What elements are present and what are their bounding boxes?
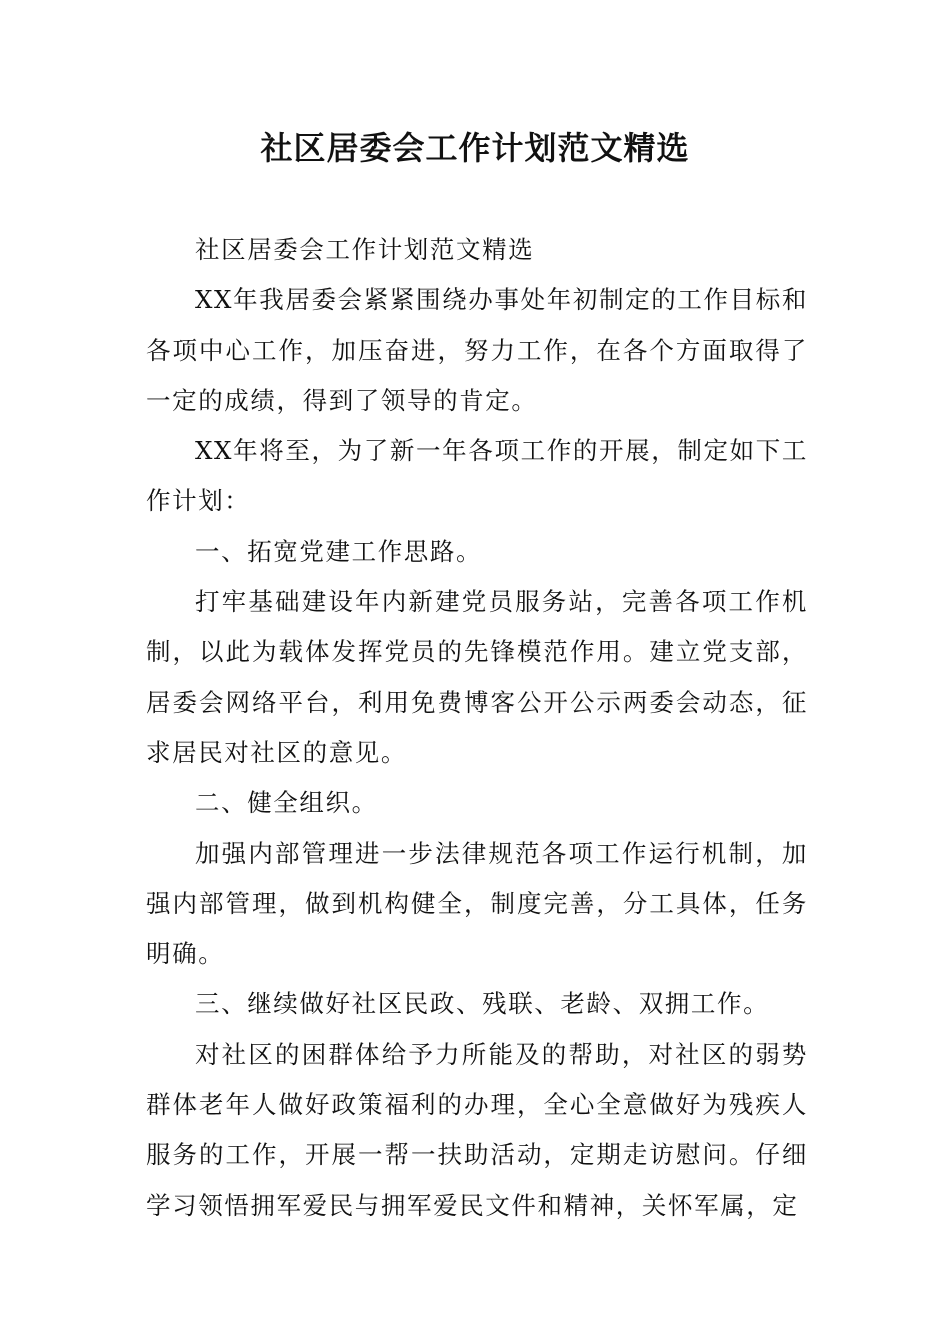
paragraph-plan-intro: XX年将至，为了新一年各项工作的开展，制定如下工作计划： — [146, 436, 808, 516]
document-body — [146, 225, 808, 1231]
paragraph-party: 打牢基础建设年内新建党员服务站，完善各项工作机制，以此为载体发挥党员的先锋模范作用。建立党支部，居委会网络平台，利用免费博客公开公示两委会动态，征求居民对社区的意见。 — [146, 587, 808, 767]
paragraph-subtitle: 社区居委会工作计划范文精选 — [195, 235, 535, 264]
section-heading-organization: 二、健全组织。 — [195, 788, 378, 818]
document-title: 社区居委会工作计划范文精选 — [260, 129, 690, 167]
section-heading-civil-affairs: 三、继续做好社区民政、残联、老龄、双拥工作。 — [195, 989, 770, 1019]
section-heading-party: 一、拓宽党建工作思路。 — [195, 536, 483, 566]
paragraph-intro: XX年我居委会紧紧围绕办事处年初制定的工作目标和各项中心工作，加压奋进，努力工作，在各个方面取得了一定的成绩，得到了领导的肯定。 — [146, 285, 808, 415]
paragraph-civil-affairs: 对社区的困群体给予力所能及的帮助，对社区的弱势群体老年人做好政策福利的办理，全心全意做好为残疾人服务的工作，开展一帮一扶助活动，定期走访慰问。仔细学习领悟拥军爱民与拥军爱民文件和精神，关怀军属，定 — [146, 1039, 808, 1220]
paragraph-organization: 加强内部管理进一步法律规范各项工作运行机制，加强内部管理，做到机构健全，制度完善，分工具体，任务明确。 — [146, 838, 808, 969]
